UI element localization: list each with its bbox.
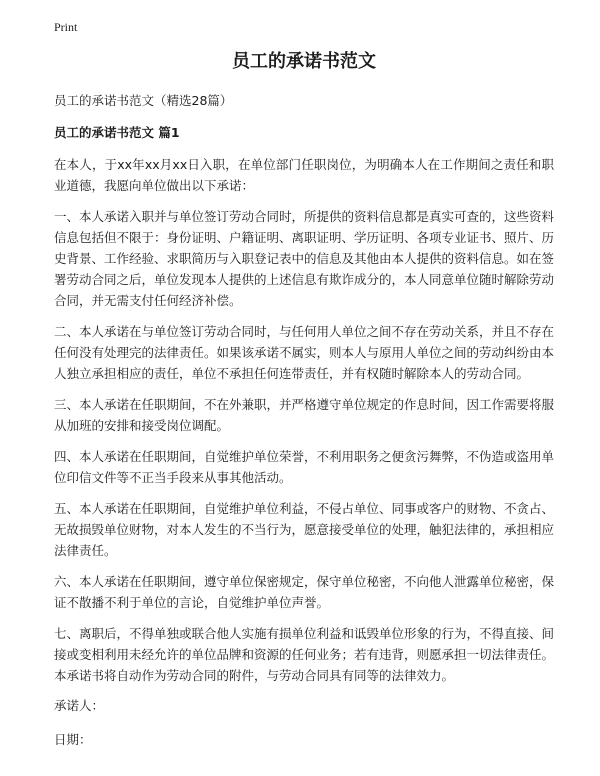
paragraph-clause-6: 六、本人承诺在任职期间，遵守单位保密规定，保守单位秘密，不向他人泄露单位秘密，保证不散播不利于单位的言论，自觉维护单位声誉。 [54,574,555,610]
document-page [54,48,554,764]
paragraph-clause-2: 二、本人承诺在与单位签订劳动合同时，与任何用人单位之间不存在劳动关系，并且不存在任何没有处理完的法律责任。如果该承诺不属实，则本人与原用人单位之间的劳动纠纷由本人独立承担相应的责任，单位不承担任何连带责任，并有权随时解除本人的劳动合同。 [54,324,555,381]
date-label: 日期： [54,732,92,747]
document-subtitle: 员工的承诺书范文（精选28篇） [54,93,233,108]
article-heading: 员工的承诺书范文 篇1 [54,125,180,140]
paragraph-intro: 在本人，于xx年xx月xx日入职，在单位部门任职岗位，为明确本人在工作期间之责任和职业道德，我愿向单位做出以下承诺： [54,157,554,193]
paragraph-clause-1: 一、本人承诺入职并与单位签订劳动合同时，所提供的资料信息都是真实可查的，这些资料信息包括但不限于：身份证明、户籍证明、离职证明、学历证明、各项专业证书、照片、历史背景、工作经验、求职简历与入职登记表中的信息及其他由本人提供的资料信息。如在签署劳动合同之后，单位发现本人提供的上述信息有欺诈成分的，本人同意单位随时解除劳动合同，并无需支付任何经济补偿。 [54,209,555,308]
print-link[interactable]: Print [54,20,78,34]
paragraph-clause-4: 四、本人承诺在任职期间，自觉维护单位荣誉，不利用职务之便贪污舞弊，不伪造或盗用单位印信文件等不正当手段来从事其他活动。 [54,449,555,485]
paragraph-clause-5: 五、本人承诺在任职期间，自觉维护单位利益，不侵占单位、同事或客户的财物、不贪占、无故损毁单位财物，对本人发生的不当行为，愿意接受单位的处理，触犯法律的，承担相应法律责任。 [54,501,555,558]
paragraph-clause-3: 三、本人承诺在任职期间，不在外兼职，并严格遵守单位规定的作息时间，因工作需要将服从加班的安排和接受岗位调配。 [54,397,555,433]
signer-label: 承诺人： [54,698,105,713]
paragraph-clause-7: 七、离职后，不得单独或联合他人实施有损单位利益和诋毁单位形象的行为，不得直接、间接或变相利用未经允许的单位品牌和资源的任何业务；若有违背，则愿承担一切法律责任。本承诺书将自动作为劳动合同的附件，与劳动合同具有同等的法律效力。 [54,626,555,683]
page-title: 员工的承诺书范文 [232,51,376,72]
